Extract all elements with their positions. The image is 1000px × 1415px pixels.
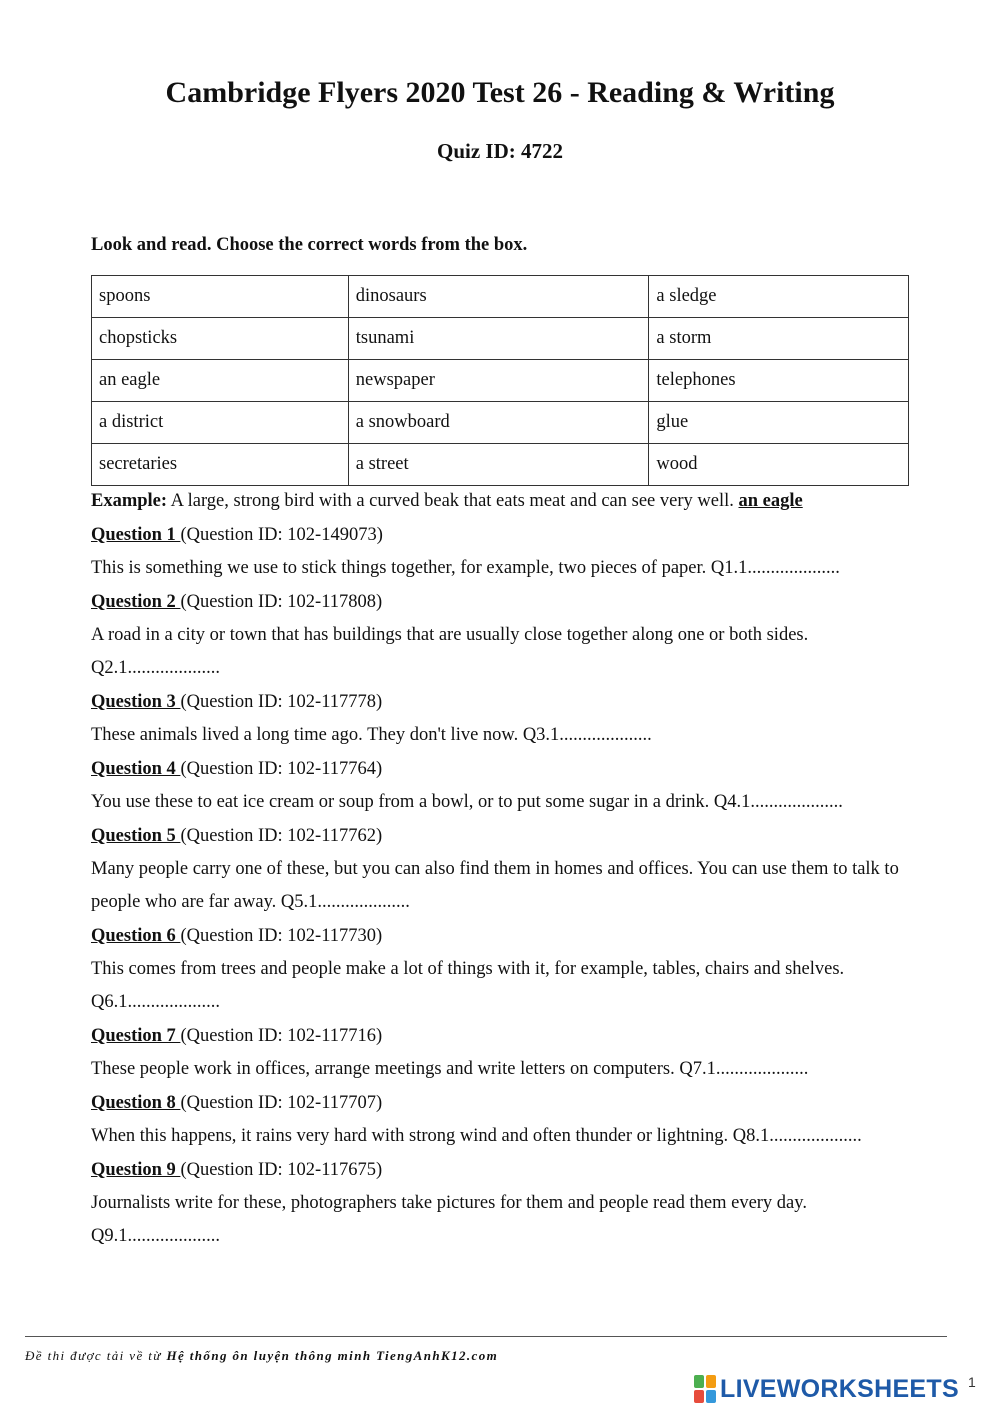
- question-id: (Question ID: 102-117764): [180, 759, 383, 779]
- questions-section: [91, 485, 913, 1254]
- footer-site: Hệ thống ôn luyện thông minh TiengAnhK12.com: [166, 1348, 499, 1363]
- footer-source: [25, 1346, 498, 1366]
- word-box-cell: a street: [348, 444, 649, 486]
- liveworksheets-logo-icon: [694, 1375, 716, 1403]
- word-box-cell: glue: [649, 402, 909, 444]
- question-1-text: This is something we use to stick things together, for example, two pieces of paper. Q1.1....................: [91, 558, 840, 578]
- question-label: Question 9: [91, 1160, 181, 1180]
- quiz-id: Quiz ID: 4722: [437, 139, 563, 163]
- word-box-cell: a sledge: [649, 276, 909, 318]
- question-id: (Question ID: 102-117716): [180, 1026, 383, 1046]
- word-box-cell: tsunami: [348, 318, 649, 360]
- word-box-cell: chopsticks: [92, 318, 349, 360]
- question-8-header: [91, 1087, 913, 1120]
- question-7-text: These people work in offices, arrange meetings and write letters on computers. Q7.1....................: [91, 1059, 809, 1079]
- question-3-text: These animals lived a long time ago. They don't live now. Q3.1....................: [91, 725, 652, 745]
- question-id: (Question ID: 102-117762): [180, 826, 383, 846]
- question-8-text: When this happens, it rains very hard with strong wind and often thunder or lightning. Q8.1....................: [91, 1126, 862, 1146]
- word-box-row: [92, 444, 909, 486]
- footer-divider: [25, 1336, 947, 1337]
- question-6-text: This comes from trees and people make a lot of things with it, for example, tables, chairs and shelves. Q6.1....................: [91, 959, 845, 1012]
- footer-prefix: Đề thi được tải về từ: [25, 1348, 167, 1363]
- word-box-cell: a district: [92, 402, 349, 444]
- word-box-cell: spoons: [92, 276, 349, 318]
- word-box-cell: an eagle: [92, 360, 349, 402]
- question-label: Question 5: [91, 826, 181, 846]
- question-label: Question 8: [91, 1093, 181, 1113]
- word-box-row: [92, 360, 909, 402]
- word-box-cell: wood: [649, 444, 909, 486]
- page-title: Cambridge Flyers 2020 Test 26 - Reading & Writing: [165, 76, 835, 109]
- question-id: (Question ID: 102-117707): [180, 1093, 383, 1113]
- question-5-text: Many people carry one of these, but you can also find them in homes and offices. You can use them to talk to people who are far away. Q5.1....................: [91, 859, 899, 912]
- brand-name: LIVEWORKSHEETS: [720, 1374, 959, 1403]
- question-id: (Question ID: 102-149073): [180, 525, 383, 545]
- question-id: (Question ID: 102-117675): [180, 1160, 383, 1180]
- question-2-text: A road in a city or town that has buildings that are usually close together along one or both sides. Q2.1....................: [91, 625, 809, 678]
- example-answer: an eagle: [738, 491, 803, 511]
- word-box-cell: a storm: [649, 318, 909, 360]
- question-2-header: [91, 586, 913, 619]
- question-5-header: [91, 820, 913, 853]
- question-4-text: You use these to eat ice cream or soup from a bowl, or to put some sugar in a drink. Q4.1....................: [91, 792, 843, 812]
- word-box-cell: secretaries: [92, 444, 349, 486]
- question-id: (Question ID: 102-117808): [180, 592, 383, 612]
- word-box-row: [92, 402, 909, 444]
- example: [91, 485, 913, 518]
- question-label: Question 1: [91, 525, 181, 545]
- word-box-cell: a snowboard: [348, 402, 649, 444]
- question-1-header: [91, 519, 913, 552]
- question-id: (Question ID: 102-117778): [180, 692, 383, 712]
- word-box-cell: dinosaurs: [348, 276, 649, 318]
- question-7-header: [91, 1020, 913, 1053]
- example-label: Example:: [91, 491, 168, 511]
- page-number: 1: [968, 1374, 976, 1390]
- question-9-text: Journalists write for these, photographers take pictures for them and people read them every day. Q9.1....................: [91, 1193, 807, 1246]
- question-9-header: [91, 1154, 913, 1187]
- liveworksheets-brand: [694, 1372, 959, 1406]
- instruction: Look and read. Choose the correct words from the box.: [91, 235, 528, 255]
- question-6-header: [91, 920, 913, 953]
- word-box-cell: telephones: [649, 360, 909, 402]
- question-id: (Question ID: 102-117730): [180, 926, 383, 946]
- question-label: Question 2: [91, 592, 181, 612]
- question-3-header: [91, 686, 913, 719]
- question-list: [91, 519, 913, 1253]
- question-4-header: [91, 753, 913, 786]
- word-box-cell: newspaper: [348, 360, 649, 402]
- question-label: Question 4: [91, 759, 181, 779]
- example-text: A large, strong bird with a curved beak that eats meat and can see very well.: [167, 491, 739, 511]
- question-label: Question 7: [91, 1026, 181, 1046]
- word-box-row: [92, 276, 909, 318]
- question-label: Question 6: [91, 926, 181, 946]
- question-label: Question 3: [91, 692, 181, 712]
- word-box-row: [92, 318, 909, 360]
- word-box-table: [91, 275, 909, 486]
